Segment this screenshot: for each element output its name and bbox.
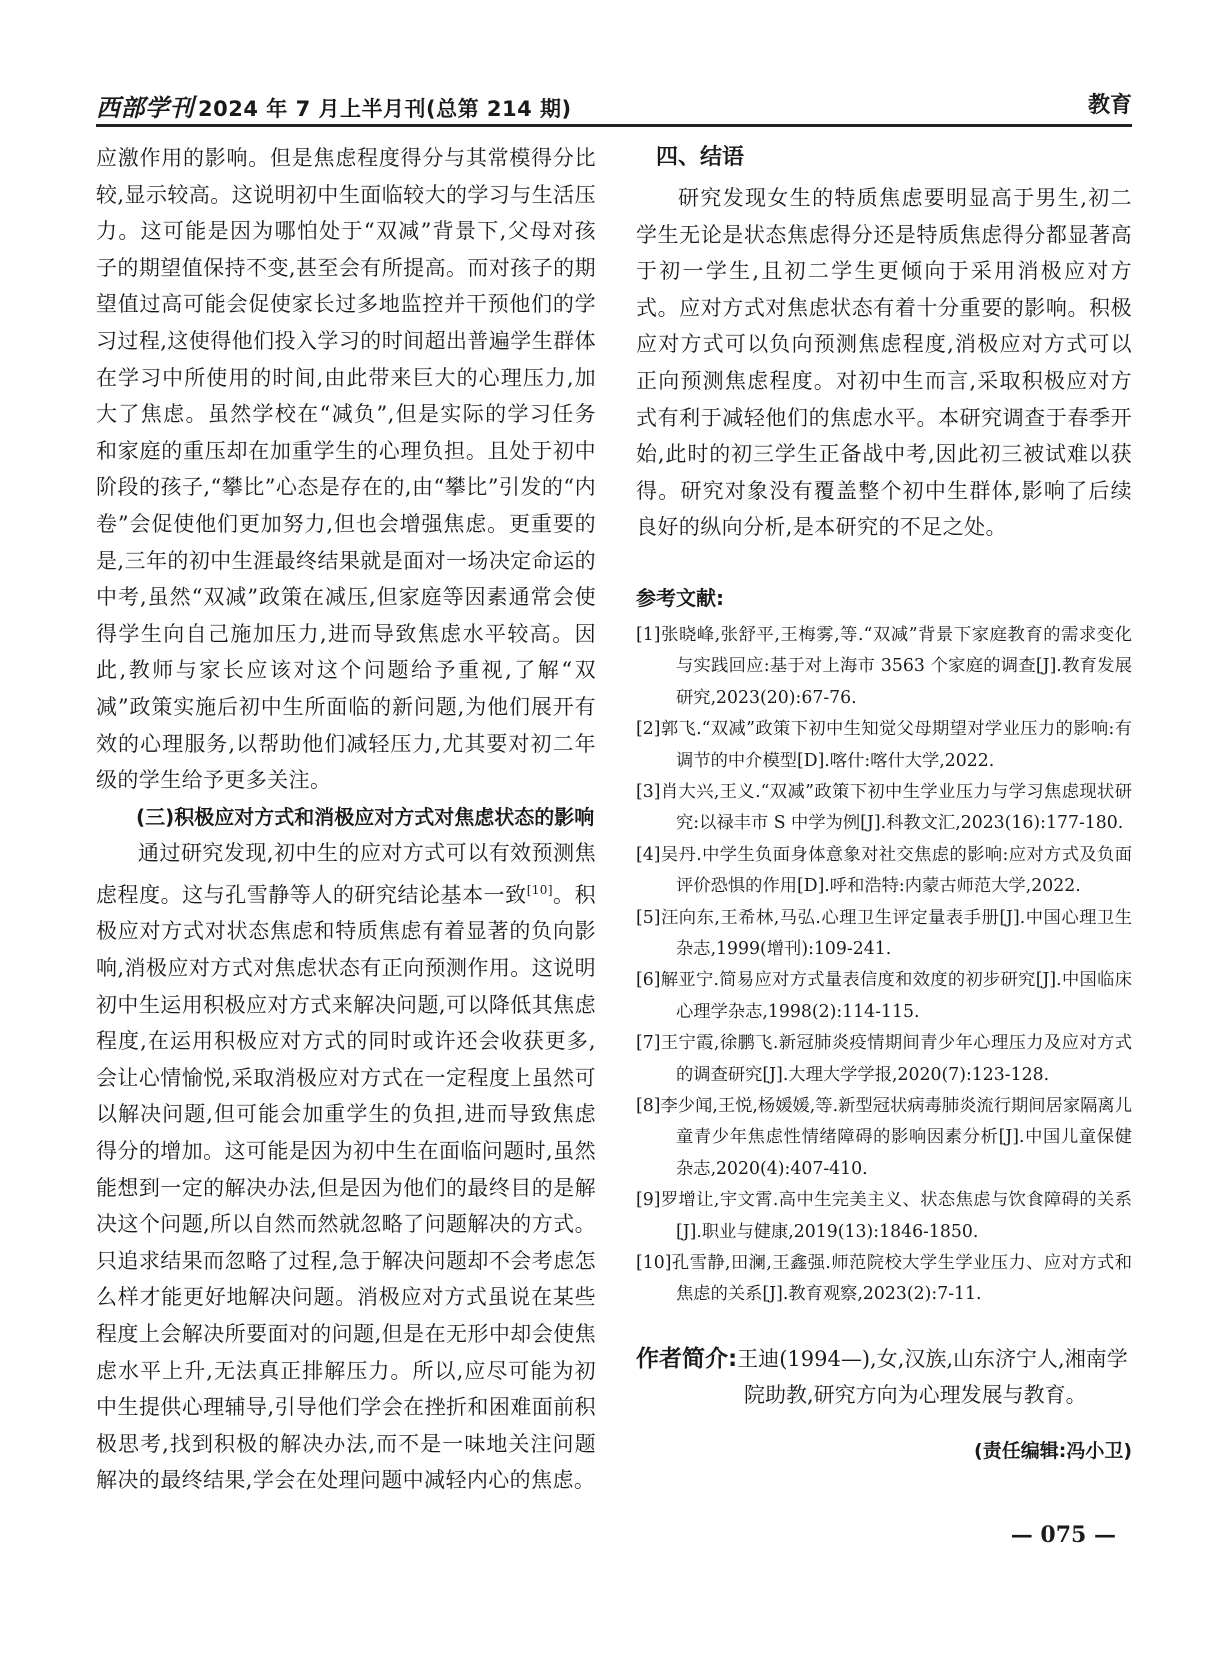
- paragraph: 研究发现女生的特质焦虑要明显高于男生,初二学生无论是状态焦虑得分还是特质焦虑得分都显著高于初一学生,且初二学生更倾向于采用消极应对方式。应对方式对焦虑状态有着十分重要的影响。积极应对方式可以负向预测焦虑程度,消极应对方式可以正向预测焦虑程度。对初中生而言,采取积极应对方式有利于减轻他们的焦虑水平。本研究调查于春季开始,此时的初三学生正备战中考,因此初三被试难以获得。研究对象没有覆盖整个初中生群体,影响了后续良好的纵向分析,是本研究的不足之处。: [636, 186, 1132, 540]
- reference-item: [2]郭飞.“双减”政策下初中生知觉父母期望对学业压力的影响:有调节的中介模型[D].喀什:喀什大学,2022.: [636, 719, 1132, 771]
- author-text: 王迪(1994—),女,汉族,山东济宁人,湘南学院助教,研究方向为心理发展与教育。: [737, 1346, 1128, 1407]
- reference-item: [5]汪向东,王希林,马弘.心理卫生评定量表手册[J].中国心理卫生杂志,1999(增刊):109-241.: [636, 907, 1132, 959]
- reference-item: [4]吴丹.中学生负面身体意象对社交焦虑的影响:应对方式及负面评价恐惧的作用[D].呼和浩特:内蒙古师范大学,2022.: [636, 844, 1132, 897]
- left-column: [96, 140, 596, 1499]
- section-name: 教育: [1087, 93, 1132, 118]
- author-bio: [636, 1341, 1132, 1413]
- reference-item: [6]解亚宁.简易应对方式量表信度和效度的初步研究[J].中国临床心理学杂志,1998(2):114-115.: [636, 970, 1132, 1022]
- reference-item: [10]孔雪静,田澜,王鑫强.师范院校大学生学业压力、应对方式和焦虑的关系[J].教育观察,2023(2):7-11.: [636, 1253, 1132, 1305]
- paragraph-text: 通过研究发现,初中生的应对方式可以有效预测焦虑程度。这与孔雪静等人的研究结论基本一致: [96, 841, 596, 907]
- right-column: [636, 140, 1132, 1468]
- paragraph: [96, 835, 596, 1499]
- reference-item: [1]张晓峰,张舒平,王梅雾,等.“双减”背景下家庭教育的需求变化与实践回应:基于对上海市 3563 个家庭的调查[J].教育发展研究,2023(20):67-76.: [636, 624, 1132, 708]
- subheading: (三)积极应对方式和消极应对方式对焦虑状态的影响: [136, 804, 595, 829]
- reference-item: [8]李少闻,王悦,杨媛媛,等.新型冠状病毒肺炎流行期间居家隔离儿童青少年焦虑性情绪障碍的影响因素分析[J].中国儿童保健杂志,2020(4):407-410.: [636, 1096, 1132, 1179]
- paragraph-text: 。积极应对方式对状态焦虑和特质焦虑有着显著的负向影响,消极应对方式对焦虑状态有正向预测作用。这说明初中生运用积极应对方式来解决问题,可以降低其焦虑程度,在运用积极应对方式的同时或许还会收获更多,会让心情愉悦,采取消极应对方式在一定程度上虽然可以解决问题,但可能会加重学生的负担,进而导致焦虑得分的增加。这可能是因为初中生在面临问题时,虽然能想到一定的解决办法,但是因为他们的最终目的是解决这个问题,所以自然而然就忽略了问题解决的方式。只追求结果而忽略了过程,急于解决问题却不会考虑怎么样才能更好地解决问题。消极应对方式虽说在某些程度上会解决所要面对的问题,但是在无形中却会使焦虑水平上升,无法真正排解压力。所以,应尽可能为初中生提供心理辅导,引导他们学会在挫折和困难面前积极思考,找到积极的解决办法,而不是一味地关注问题解决的最终结果,学会在处理问题中减轻内心的焦虑。: [96, 882, 596, 1493]
- section-heading: 四、结语: [656, 145, 745, 170]
- reference-item: [9]罗增让,宇文霄.高中生完美主义、状态焦虑与饮食障碍的关系[J].职业与健康,2019(13):1846-1850.: [636, 1190, 1132, 1242]
- reference-item: [3]肖大兴,王义.“双减”政策下初中生学业压力与学习焦虑现状研究:以禄丰市 S 中学为例[J].科教文汇,2023(16):177-180.: [636, 781, 1132, 834]
- journal-title: [96, 88, 572, 123]
- page-header: [96, 86, 1132, 126]
- references-title: 参考文献:: [636, 585, 724, 610]
- citation: [10]: [526, 882, 553, 897]
- editor-credit: (责任编辑:冯小卫): [974, 1439, 1132, 1462]
- author-label: 作者简介:: [636, 1345, 738, 1372]
- page-number: — 075 —: [1010, 1522, 1116, 1548]
- references-list: [636, 620, 1132, 1311]
- paragraph: 应激作用的影响。但是焦虑程度得分与其常模得分比较,显示较高。这说明初中生面临较大的学习与生活压力。这可能是因为哪怕处于“双减”背景下,父母对孩子的期望值保持不变,甚至会有所提高。而对孩子的期望值过高可能会促使家长过多地监控并干预他们的学习过程,这使得他们投入学习的时间超出普遍学生群体在学习中所使用的时间,由此带来巨大的心理压力,加大了焦虑。虽然学校在“减负”,但是实际的学习任务和家庭的重压却在加重学生的心理负担。且处于初中阶段的孩子,“攀比”心态是存在的,由“攀比”引发的“内卷”会促使他们更加努力,但也会增强焦虑。更重要的是,三年的初中生涯最终结果就是面对一场决定命运的中考,虽然“双减”政策在减压,但家庭等因素通常会使得学生向自己施加压力,进而导致焦虑水平较高。因此,教师与家长应该对这个问题给予重视,了解“双减”政策实施后初中生所面临的新问题,为他们展开有效的心理服务,以帮助他们减轻压力,尤其要对初二年级的学生给予更多关注。: [96, 146, 596, 793]
- header-rule: [96, 124, 1132, 127]
- reference-item: [7]王宁霞,徐鹏飞.新冠肺炎疫情期间青少年心理压力及应对方式的调查研究[J].大理大学学报,2020(7):123-128.: [636, 1033, 1132, 1085]
- issue-info: 2024 年 7 月上半月刊(总第 214 期): [198, 97, 572, 121]
- journal-logo: 西部学刊: [96, 93, 194, 122]
